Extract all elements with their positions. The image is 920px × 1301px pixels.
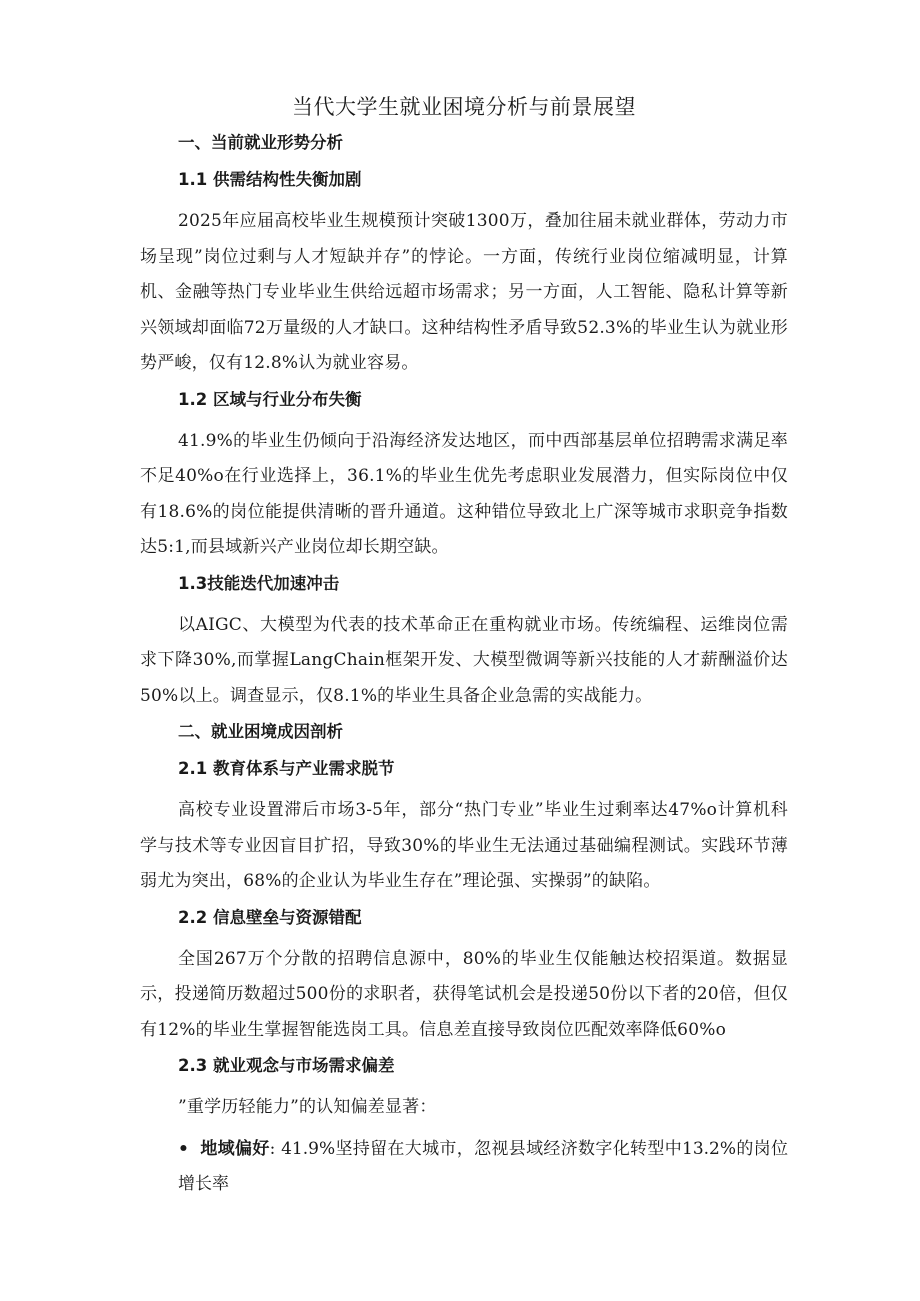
subsection-heading-1-2: 1.2 区域与行业分布失衡 bbox=[178, 389, 362, 409]
bullet-lead: 地域偏好 bbox=[200, 1138, 270, 1159]
paragraph-1-2: 41.9%的毕业生仍倾向于沿海经济发达地区，而中西部基层单位招聘需求满足率不足40%o在行业选择上，36.1%的毕业生优先考虑职业发展潜力，但实际岗位中仅有18.6%的岗位能提供清晰的晋升通道。这种错位导致北上广深等城市求职竞争指数达5:1,而县域新兴产业岗位却长期空缺。 bbox=[140, 430, 788, 557]
bullet-text: : 41.9%坚持留在大城市，忽视县域经济数字化转型中13.2%的岗位增长率 bbox=[178, 1138, 789, 1194]
paragraph-1-1: 2025年应届高校毕业生规模预计突破1300万，叠加往届未就业群体，劳动力市场呈现”岗位过剩与人才短缺并存”的悖论。一方面，传统行业岗位缩减明显，计算机、金融等热门专业毕业生供给远超市场需求；另一方面，人工智能、隐私计算等新兴领域却面临72万量级的人才缺口。这种结构性矛盾导致52.3%的毕业生认为就业形势严峻，仅有12.8%认为就业容易。 bbox=[140, 211, 788, 373]
bullet-item-region-preference bbox=[140, 1132, 788, 1203]
subsection-heading-2-3: 2.3 就业观念与市场需求偏差 bbox=[178, 1056, 395, 1075]
paragraph-1-3: 以AIGC、大模型为代表的技术革命正在重构就业市场。传统编程、运维岗位需求下降30%,而掌握LangChain框架开发、大模型微调等新兴技能的人才薪酬溢价达50%以上。调查显示，仅8.1%的毕业生具备企业急需的实战能力。 bbox=[140, 614, 788, 706]
subsection-heading-1-1: 1.1 供需结构性失衡加剧 bbox=[178, 170, 362, 189]
bullet-dot-icon: • bbox=[178, 1138, 189, 1159]
paragraph-2-2: 全国267万个分散的招聘信息源中，80%的毕业生仅能触达校招渠道。数据显示，投递简历数超过500份的求职者，获得笔试机会是投递50份以下者的20倍，但仅有12%的毕业生掌握智能选岗工具。信息差直接导致岗位匹配效率降低60%o bbox=[140, 948, 788, 1040]
subsection-heading-2-2: 2.2 信息壁垒与资源错配 bbox=[178, 907, 362, 927]
subsection-heading-1-3: 1.3技能迭代加速冲击 bbox=[178, 573, 340, 593]
section-heading-2: 二、就业困境成因剖析 bbox=[178, 722, 343, 741]
paragraph-2-1: 高校专业设置滞后市场3-5年，部分“热门专业”毕业生过剩率达47%o计算机科学与技术等专业因盲目扩招，导致30%的毕业生无法通过基础编程测试。实践环节薄弱尤为突出，68%的企业认为毕业生存在”理论强、实操弱”的缺陷。 bbox=[140, 800, 788, 891]
section-heading-1: 一、当前就业形势分析 bbox=[178, 133, 343, 152]
document-title: 当代大学生就业困境分析与前景展望 bbox=[292, 95, 636, 119]
paragraph-2-3: ”重学历轻能力”的认知偏差显著： bbox=[178, 1097, 437, 1117]
subsection-heading-2-1: 2.1 教育体系与产业需求脱节 bbox=[178, 759, 395, 778]
document-page bbox=[140, 92, 788, 1203]
